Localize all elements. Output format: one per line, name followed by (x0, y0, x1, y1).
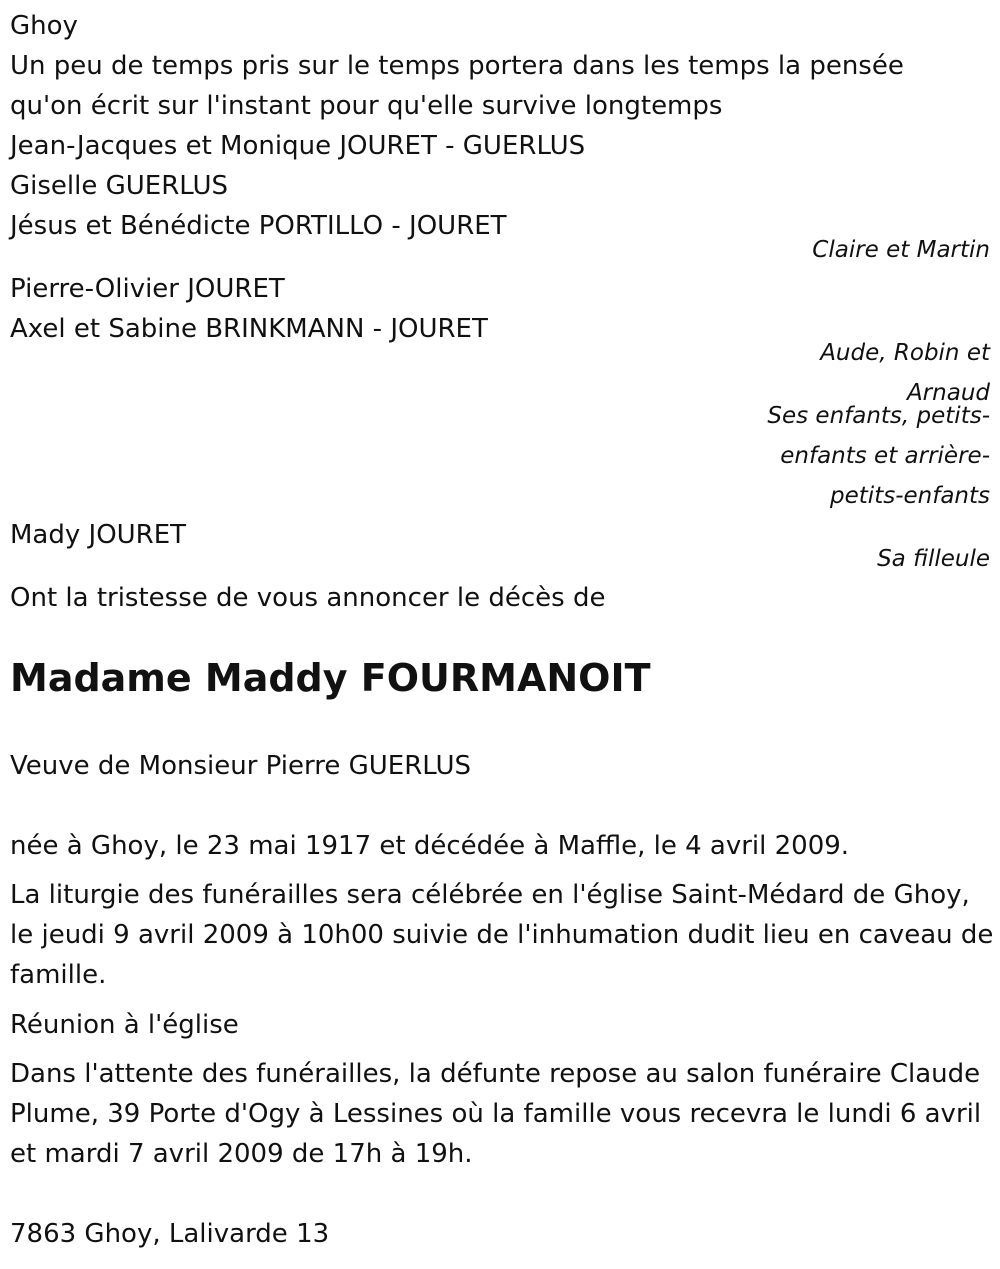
visitation-details: Dans l'attente des funérailles, la défunte repose au salon funéraire Claude Plume, 39 Porte d'Ogy à Lessines où la famille vous recevra le lundi 6 avril et mardi 7 avril 2009 de 17h à 19h. (10, 1059, 982, 1169)
widow-of: Veuve de Monsieur Pierre GUERLUS (10, 751, 472, 781)
family-note: Sa filleule (877, 546, 990, 572)
family-member: Pierre-Olivier JOURET (10, 274, 285, 304)
family-member: Jésus et Bénédicte PORTILLO - JOURET (10, 211, 507, 241)
birth-death: née à Ghoy, le 23 mai 1917 et décédée à Maffle, le 4 avril 2009. (10, 831, 850, 861)
poem-line: qu'on écrit sur l'instant pour qu'elle survive longtemps (10, 91, 723, 121)
address: 7863 Ghoy, Lalivarde 13 (10, 1219, 330, 1249)
family-member: Jean-Jacques et Monique JOURET - GUERLUS (10, 131, 586, 161)
family-member: Giselle GUERLUS (10, 171, 229, 201)
family-member: Axel et Sabine BRINKMANN - JOURET (10, 314, 488, 344)
family-member: Mady JOURET (10, 520, 187, 550)
family-note: Aude, Robin et (820, 340, 990, 366)
family-note: Ses enfants, petits- (767, 403, 990, 429)
announcement-text: Ont la tristesse de vous annoncer le décès de (10, 583, 606, 613)
place-name: Ghoy (10, 11, 78, 41)
funeral-details: La liturgie des funérailles sera célébrée en l'église Saint-Médard de Ghoy, le jeudi 9 avril 2009 à 10h00 suivie de l'inhumation dudit lieu en caveau de famille. (10, 880, 994, 990)
family-note: enfants et arrière- (780, 443, 990, 469)
deceased-name: Madame Maddy FOURMANOIT (10, 656, 651, 700)
reunion-info: Réunion à l'église (10, 1010, 239, 1040)
family-note: Arnaud (906, 380, 990, 406)
family-note: Claire et Martin (812, 237, 990, 263)
family-note: petits-enfants (830, 483, 990, 509)
poem-line: Un peu de temps pris sur le temps portera dans les temps la pensée (10, 51, 904, 81)
